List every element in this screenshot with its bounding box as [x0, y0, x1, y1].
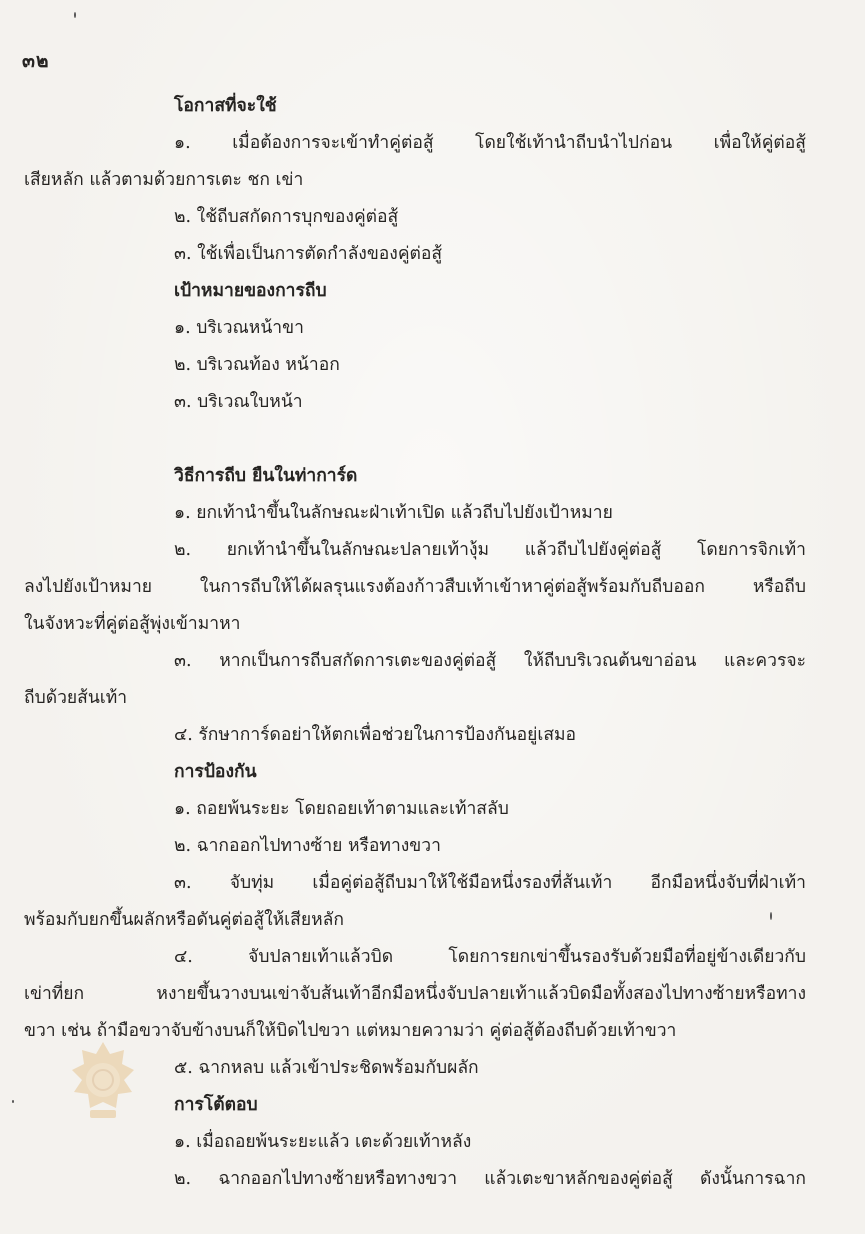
section-heading: การโต้ตอบ — [174, 1095, 258, 1115]
paragraph-line: พร้อมกับยกขึ้นผลักหรือดันคู่ต่อสู้ให้เสียหลัก — [24, 910, 344, 930]
list-item: ๓. บริเวณใบหน้า — [174, 392, 303, 412]
document-body — [24, 88, 806, 1198]
section-heading: โอกาสที่จะใช้ — [174, 96, 277, 116]
paragraph-line: เสียหลัก แล้วตามด้วยการเตะ ชก เข่า — [24, 170, 304, 190]
paper-speck — [74, 12, 76, 18]
list-item: ๓. หากเป็นการถีบสกัดการเตะของคู่ต่อสู้ ให้ถีบบริเวณต้นขาอ่อน และควรจะ — [174, 651, 806, 671]
list-item: ๑. เมื่อถอยพ้นระยะแล้ว เตะด้วยเท้าหลัง — [174, 1132, 472, 1152]
paragraph-line: เข่าที่ยก หงายขึ้นวางบนเข่าจับส้นเท้าอีกมือหนึ่งจับปลายเท้าแล้วบิดมือทั้งสองไปทางซ้ายหรือทาง — [24, 984, 806, 1004]
list-item: ๕. ฉากหลบ แล้วเข้าประชิดพร้อมกับผลัก — [174, 1058, 479, 1078]
list-item: ๔. รักษาการ์ดอย่าให้ตกเพื่อช่วยในการป้องกันอยู่เสมอ — [174, 725, 577, 745]
section-spacer — [24, 421, 806, 458]
paragraph-line: ถีบด้วยส้นเท้า — [24, 688, 128, 708]
paragraph-line: ขวา เช่น ถ้ามือขวาจับข้างบนก็ให้บิดไปขวา แต่หมายความว่า คู่ต่อสู้ต้องถีบด้วยเท้าขวา — [24, 1021, 677, 1041]
list-item: ๓. ใช้เพื่อเป็นการตัดกำลังของคู่ต่อสู้ — [174, 244, 443, 264]
section-heading: เป้าหมายของการถีบ — [174, 281, 327, 301]
list-item: ๓. จับทุ่ม เมื่อคู่ต่อสู้ถีบมาให้ใช้มือหนึ่งรองที่ส้นเท้า อีกมือหนึ่งจับที่ฝ่าเท้า — [174, 873, 806, 893]
list-item: ๒. ฉากออกไปทางซ้าย หรือทางขวา — [174, 836, 441, 856]
section-heading: การป้องกัน — [174, 762, 257, 782]
list-item: ๒. ฉากออกไปทางซ้ายหรือทางขวา แล้วเตะขาหลักของคู่ต่อสู้ ดังนั้นการฉาก — [174, 1169, 806, 1189]
page-number: ๓๒ — [22, 50, 50, 72]
paragraph-line: ในจังหวะที่คู่ต่อสู้พุ่งเข้ามาหา — [24, 614, 241, 634]
list-item: ๒. ใช้ถีบสกัดการบุกของคู่ต่อสู้ — [174, 207, 399, 227]
paper-speck — [770, 912, 772, 920]
list-item: ๒. บริเวณท้อง หน้าอก — [174, 355, 340, 375]
list-item: ๒. ยกเท้านำขึ้นในลักษณะปลายเท้างุ้ม แล้วถีบไปยังคู่ต่อสู้ โดยการจิกเท้า — [174, 540, 806, 560]
list-item: ๑. ถอยพ้นระยะ โดยถอยเท้าตามและเท้าสลับ — [174, 799, 509, 819]
section-heading: วิธีการถีบ ยืนในท่าการ์ด — [174, 466, 358, 486]
institution-seal-watermark — [68, 1040, 138, 1122]
paper-speck — [12, 1100, 14, 1103]
paragraph-line: ลงไปยังเป้าหมาย ในการถีบให้ได้ผลรุนแรงต้องก้าวสืบเท้าเข้าหาคู่ต่อสู้พร้อมกับถีบออก หรือถีบ — [24, 577, 806, 597]
list-item: ๑. ยกเท้านำขึ้นในลักษณะฝ่าเท้าเปิด แล้วถีบไปยังเป้าหมาย — [174, 503, 613, 523]
list-item: ๑. บริเวณหน้าขา — [174, 318, 304, 338]
list-item: ๔. จับปลายเท้าแล้วบิด โดยการยกเข่าขึ้นรองรับด้วยมือที่อยู่ข้างเดียวกับ — [174, 947, 806, 967]
list-item: ๑. เมื่อต้องการจะเข้าทำคู่ต่อสู้ โดยใช้เท้านำถีบนำไปก่อน เพื่อให้คู่ต่อสู้ — [174, 133, 806, 153]
